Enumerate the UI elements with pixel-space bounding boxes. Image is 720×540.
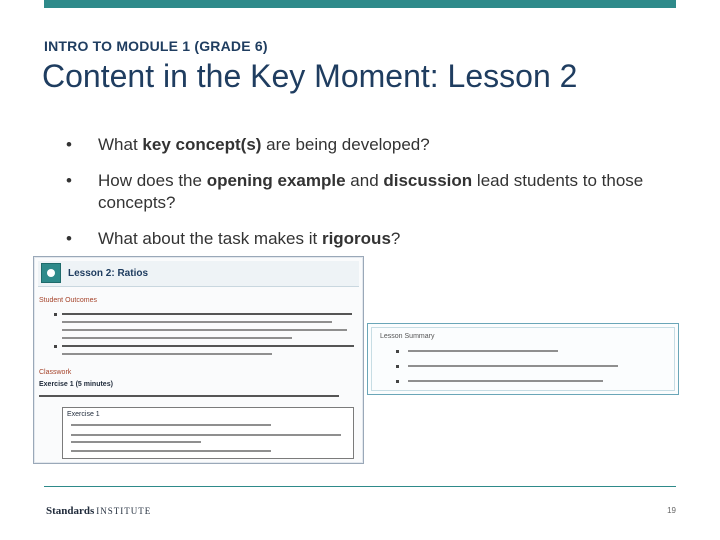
brand-name: Standards (46, 505, 95, 517)
text-line (39, 395, 339, 397)
module-label: INTRO TO MODULE 1 (GRADE 6) (44, 38, 268, 54)
text-line (71, 424, 271, 426)
question-list (62, 134, 662, 264)
question-emphasis: rigorous (321, 229, 391, 248)
summary-frame (371, 327, 675, 391)
question-emphasis: discussion (383, 171, 473, 190)
text-line (71, 450, 271, 452)
lesson-summary-heading: Lesson Summary (380, 333, 435, 340)
question-text: How does the (98, 171, 207, 190)
text-line (408, 350, 558, 352)
question-text: ? (390, 229, 401, 248)
bullet-icon (396, 350, 399, 353)
footer-logo (46, 505, 151, 517)
question-text: lead students to those concepts? (98, 171, 644, 212)
text-line (408, 365, 618, 367)
question-item (62, 228, 662, 250)
question-item (62, 170, 662, 214)
bullet-icon (396, 380, 399, 383)
bullet-icon: • (66, 171, 72, 190)
text-line (71, 434, 341, 436)
bullet-icon (396, 365, 399, 368)
text-line (71, 441, 201, 443)
question-text: What about the task makes it (98, 229, 322, 248)
exercise-box (62, 407, 354, 459)
classwork-heading: Classwork (39, 369, 72, 376)
lesson-title: Lesson 2: Ratios (68, 268, 149, 279)
exercise-box-label: Exercise 1 (67, 411, 100, 418)
question-text: and (345, 171, 384, 190)
question-text: are being developed? (261, 135, 430, 154)
footer-rule (44, 486, 676, 487)
bullet-icon (54, 313, 57, 316)
lesson-header (38, 261, 359, 287)
text-line (62, 329, 347, 331)
bullet-icon: • (66, 229, 72, 248)
page-number: 19 (667, 506, 676, 515)
exercise-heading: Exercise 1 (5 minutes) (39, 381, 113, 388)
question-emphasis: opening example (206, 171, 346, 190)
text-line (62, 337, 292, 339)
slide-title: Content in the Key Moment: Lesson 2 (42, 58, 578, 94)
text-line (408, 380, 603, 382)
bullet-icon: • (66, 135, 72, 154)
lesson-summary-image (367, 323, 679, 395)
text-line (62, 345, 354, 347)
bullet-icon (54, 345, 57, 348)
top-accent-bar (44, 0, 676, 8)
question-emphasis: key concept(s) (142, 135, 262, 154)
lesson-logo-icon (41, 263, 61, 283)
text-line (62, 313, 352, 315)
text-line (62, 353, 272, 355)
student-outcomes-heading: Student Outcomes (39, 297, 97, 304)
lesson-excerpt-image (33, 256, 364, 464)
text-line (62, 321, 332, 323)
question-text: What (98, 135, 143, 154)
brand-suffix: INSTITUTE (96, 506, 152, 516)
question-item (62, 134, 662, 156)
